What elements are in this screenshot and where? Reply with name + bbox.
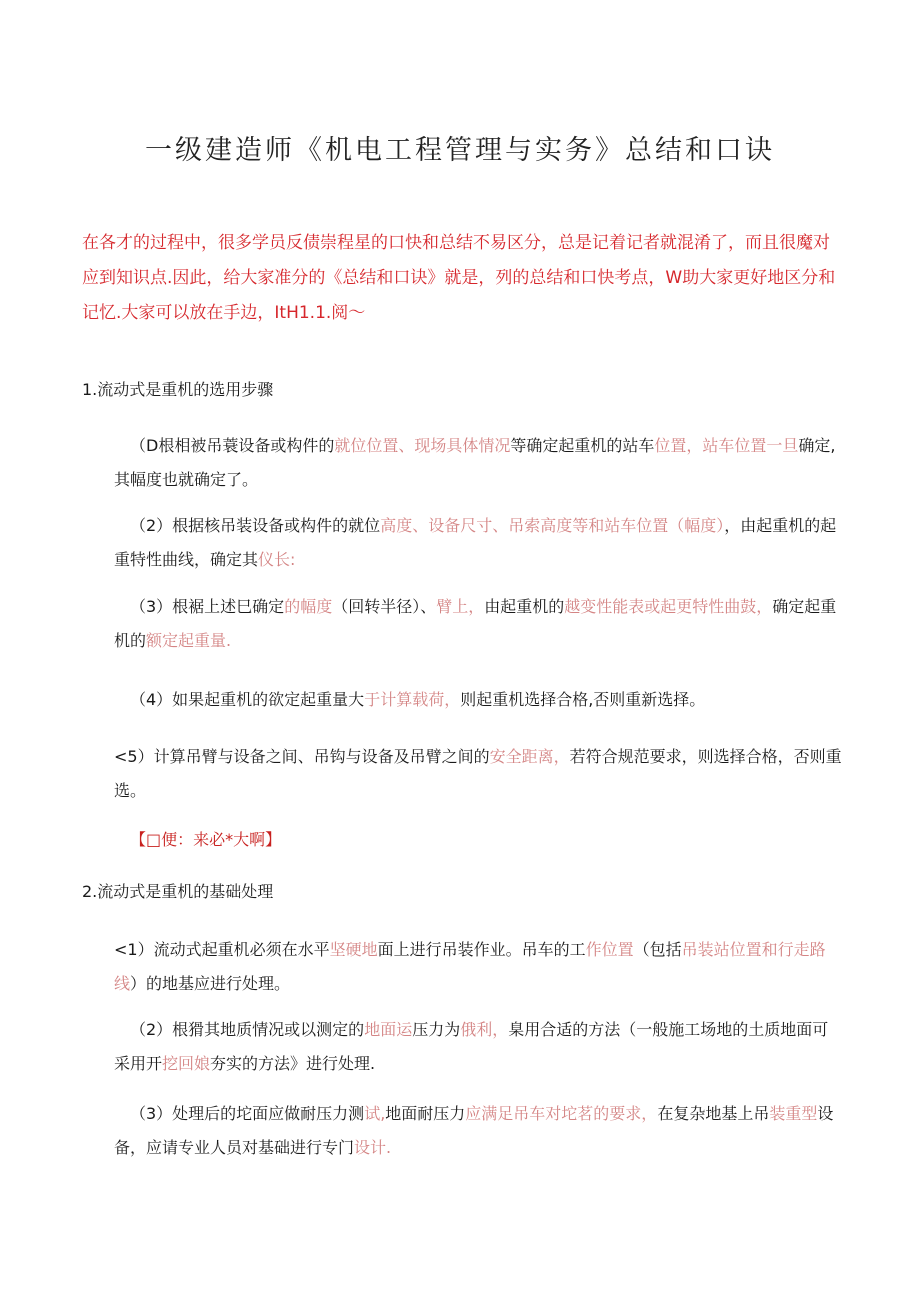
text-segment: 压力为: [412, 1020, 461, 1039]
section-1-item-4: [114, 683, 842, 717]
section-2-item-2: [114, 1013, 842, 1081]
text-segment: 面上进行吊装作业。吊车的工: [377, 940, 586, 959]
text-segment: 确定,其幅度也就确定了。: [114, 436, 836, 489]
text-segment: <1）流动式起重机必须在水平: [114, 940, 330, 959]
section-1-item-3: [114, 590, 842, 658]
highlighted-text: 臂上，: [436, 597, 485, 616]
text-segment: 则起重机选择合格,否则重新选择。: [460, 690, 706, 709]
section-1-item-5: [114, 740, 842, 808]
highlighted-text: 越变性能表或起更特性曲鼓，: [564, 597, 773, 616]
highlighted-text: 仪长:: [258, 550, 296, 569]
mnemonic-note: 【□便：来必*大啊】: [130, 830, 282, 849]
text-segment: 地面耐压力: [385, 1104, 466, 1123]
text-segment: ，由起重机的起重特性曲线，确定其: [114, 516, 837, 569]
highlighted-text: 吊装站位置和行走路线: [114, 940, 826, 993]
text-segment: （包括: [633, 940, 682, 959]
text-segment: <5）计算吊臂与设备之间、吊钩与设备及吊臂之间的: [114, 747, 490, 766]
highlighted-text: 的幅度: [284, 597, 333, 616]
highlighted-text: 地面运: [364, 1020, 413, 1039]
text-segment: 若符合规范要求，则选择合格，否则重选。: [114, 747, 842, 800]
text-segment: （3）根裾上述巳确定: [130, 597, 285, 616]
text-segment: （D根相被吊蓑设备或构件的: [130, 436, 335, 455]
text-segment: 设备，应请专业人员对基础进行专门: [114, 1104, 834, 1157]
highlighted-text: 试,: [364, 1104, 386, 1123]
highlighted-text: 俄利，: [460, 1020, 509, 1039]
text-segment: （回转半径）、: [332, 597, 437, 616]
text-segment: 确定起重机的: [114, 597, 837, 650]
highlighted-text: 挖回娘: [162, 1054, 211, 1073]
highlighted-text: 于计算载荷，: [364, 690, 461, 709]
text-segment: （2）根据核吊装设备或构件的就位: [130, 516, 381, 535]
section-2-item-1: [114, 933, 842, 1001]
section-2-heading: 2.流动式是重机的基础处理: [82, 882, 274, 901]
highlighted-text: 位置，站车位置一旦: [654, 436, 799, 455]
section-1-item-2: [114, 509, 842, 577]
section-1-heading: 1.流动式是重机的选用步骤: [82, 380, 274, 399]
highlighted-text: 高度、设备尺寸、吊索高度等和站车位置（幅度）: [380, 516, 725, 535]
highlighted-text: 坚硬地: [329, 940, 378, 959]
intro-paragraph: 在各才的过程中，很多学员反债崇程星的口快和总结不易区分，总是记着记者就混淆了，而且很魔对应到知识点.因此，给大家准分的《总结和口诀》就是，列的总结和口快考点，W助大家更好地区分和记忆.大家可以放在手边，ItH1.1.阅〜: [82, 233, 836, 323]
section-1-item-1: [114, 429, 842, 497]
highlighted-text: 应满足吊车对坨茗的要求，: [465, 1104, 658, 1123]
highlighted-text: 额定起重量.: [146, 631, 232, 650]
text-segment: ）的地基应进行处理。: [130, 974, 291, 993]
highlighted-text: 作位置: [585, 940, 634, 959]
highlighted-text: 就位位置、现场具体情况: [334, 436, 511, 455]
highlighted-text: 设计.: [354, 1138, 392, 1157]
section-2-item-3: [114, 1097, 842, 1165]
highlighted-text: 安全距离，: [489, 747, 570, 766]
highlighted-text: 装重型: [769, 1104, 818, 1123]
text-segment: 在复杂地基上吊: [657, 1104, 770, 1123]
text-segment: （4）如果起重机的欲定起重量大: [130, 690, 365, 709]
text-segment: （2）根猾其地质情况或以测定的: [130, 1020, 365, 1039]
page-title: 一级建造师《机电工程管理与实务》总结和口诀: [145, 135, 775, 166]
text-segment: （3）处理后的坨面应做耐压力测: [130, 1104, 365, 1123]
text-segment: 由起重机的: [484, 597, 565, 616]
text-segment: 等确定起重机的站车: [510, 436, 655, 455]
text-segment: 臬用合适的方法（一般施工场地的土质地面可采用开: [114, 1020, 829, 1073]
text-segment: 夯实的方法》进行处理.: [210, 1054, 376, 1073]
